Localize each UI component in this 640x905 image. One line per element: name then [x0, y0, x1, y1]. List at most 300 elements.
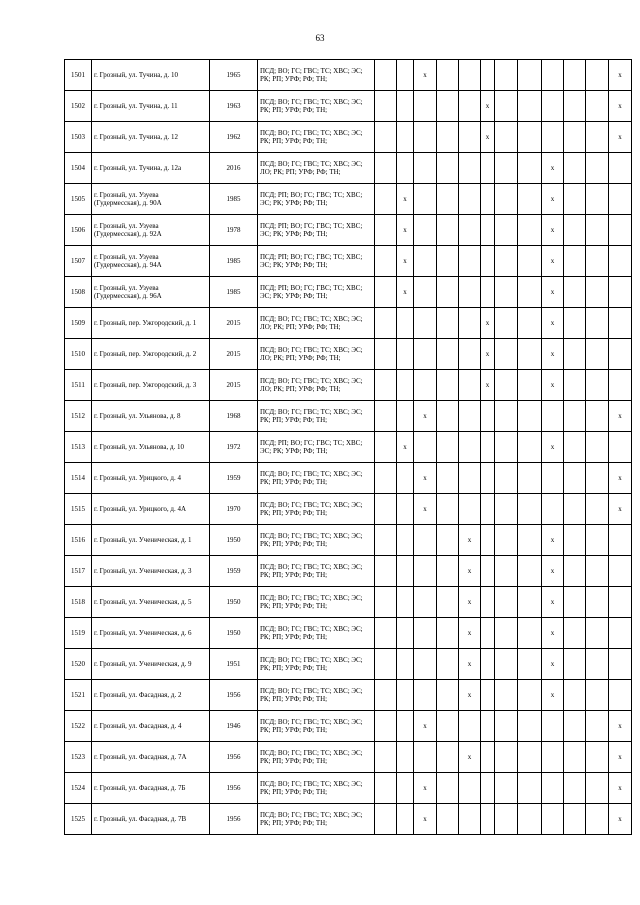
mark-cell-4 — [437, 587, 459, 618]
mark-cell-5 — [459, 308, 481, 339]
address-cell: г. Грозный, ул. Тучина, д. 12а — [92, 153, 210, 184]
mark-cell-7 — [495, 184, 518, 215]
table-row — [65, 122, 632, 153]
mark-cell-10 — [564, 680, 586, 711]
mark-cell-3 — [414, 742, 437, 773]
mark-cell-10 — [564, 153, 586, 184]
mark-cell-1 — [375, 804, 397, 835]
works-list-cell: ПСД; ВО; ГС; ГВС; ТС; ХВС; ЭС; РК; РП; УРФ; РФ; ТН; — [258, 556, 375, 587]
mark-cell-6 — [481, 401, 495, 432]
mark-cell-3 — [414, 277, 437, 308]
mark-cell-4 — [437, 401, 459, 432]
address-cell: г. Грозный, ул. Фасадная, д. 7В — [92, 804, 210, 835]
mark-cell-11 — [586, 649, 609, 680]
mark-cell-9 — [542, 742, 564, 773]
mark-cell-1 — [375, 153, 397, 184]
mark-cell-2 — [397, 680, 414, 711]
mark-cell-4 — [437, 432, 459, 463]
mark-cell-12 — [609, 649, 632, 680]
mark-cell-3: x — [414, 60, 437, 91]
build-year-cell: 1965 — [210, 60, 258, 91]
row-number: 1509 — [65, 308, 92, 339]
mark-cell-3 — [414, 308, 437, 339]
mark-cell-11 — [586, 618, 609, 649]
table-row — [65, 339, 632, 370]
mark-cell-12: x — [609, 773, 632, 804]
mark-cell-8 — [518, 494, 542, 525]
mark-cell-1 — [375, 432, 397, 463]
mark-cell-9: x — [542, 215, 564, 246]
address-cell: г. Грозный, ул. Ульянова, д. 10 — [92, 432, 210, 463]
mark-cell-1 — [375, 680, 397, 711]
housing-register-table — [64, 59, 632, 835]
mark-cell-7 — [495, 91, 518, 122]
mark-cell-9 — [542, 91, 564, 122]
mark-cell-8 — [518, 618, 542, 649]
mark-cell-1 — [375, 556, 397, 587]
works-list-cell: ПСД; ВО; ГС; ГВС; ТС; ХВС; ЭС; ЛО; РК; РП; УРФ; РФ; ТН; — [258, 308, 375, 339]
mark-cell-5 — [459, 122, 481, 153]
mark-cell-10 — [564, 401, 586, 432]
mark-cell-6: x — [481, 370, 495, 401]
build-year-cell: 1968 — [210, 401, 258, 432]
address-cell: г. Грозный, ул. Урицкого, д. 4 — [92, 463, 210, 494]
mark-cell-7 — [495, 649, 518, 680]
mark-cell-2 — [397, 525, 414, 556]
build-year-cell: 1950 — [210, 587, 258, 618]
mark-cell-5 — [459, 773, 481, 804]
mark-cell-7 — [495, 432, 518, 463]
works-list-cell: ПСД; ВО; ГС; ГВС; ТС; ХВС; ЭС; РК; РП; УРФ; РФ; ТН; — [258, 773, 375, 804]
works-list-cell: ПСД; ВО; ГС; ГВС; ТС; ХВС; ЭС; РК; РП; УРФ; РФ; ТН; — [258, 618, 375, 649]
mark-cell-9 — [542, 122, 564, 153]
mark-cell-12: x — [609, 60, 632, 91]
table-row — [65, 432, 632, 463]
mark-cell-12: x — [609, 91, 632, 122]
table-row — [65, 246, 632, 277]
mark-cell-4 — [437, 711, 459, 742]
mark-cell-4 — [437, 91, 459, 122]
mark-cell-11 — [586, 246, 609, 277]
mark-cell-4 — [437, 153, 459, 184]
mark-cell-7 — [495, 804, 518, 835]
address-cell: г. Грозный, ул. Фасадная, д. 7А — [92, 742, 210, 773]
works-list-cell: ПСД; ВО; ГС; ГВС; ТС; ХВС; ЭС; РК; РП; УРФ; РФ; ТН; — [258, 91, 375, 122]
row-number: 1518 — [65, 587, 92, 618]
table-row — [65, 184, 632, 215]
mark-cell-6 — [481, 215, 495, 246]
mark-cell-8 — [518, 122, 542, 153]
works-list-cell: ПСД; ВО; ГС; ГВС; ТС; ХВС; ЭС; РК; РП; УРФ; РФ; ТН; — [258, 401, 375, 432]
mark-cell-4 — [437, 246, 459, 277]
works-list-cell: ПСД; ВО; ГС; ГВС; ТС; ХВС; ЭС; РК; РП; УРФ; РФ; ТН; — [258, 122, 375, 153]
mark-cell-9: x — [542, 680, 564, 711]
build-year-cell: 1956 — [210, 804, 258, 835]
mark-cell-9 — [542, 804, 564, 835]
address-cell: г. Грозный, ул. Урицкого, д. 4А — [92, 494, 210, 525]
mark-cell-11 — [586, 215, 609, 246]
row-number: 1517 — [65, 556, 92, 587]
mark-cell-10 — [564, 711, 586, 742]
address-cell: г. Грозный, ул. Тучина, д. 10 — [92, 60, 210, 91]
mark-cell-4 — [437, 370, 459, 401]
mark-cell-11 — [586, 184, 609, 215]
row-number: 1508 — [65, 277, 92, 308]
works-list-cell: ПСД; ВО; ГС; ГВС; ТС; ХВС; ЭС; РК; РП; УРФ; РФ; ТН; — [258, 525, 375, 556]
mark-cell-12 — [609, 215, 632, 246]
mark-cell-12: x — [609, 401, 632, 432]
table-row — [65, 525, 632, 556]
table-row — [65, 277, 632, 308]
mark-cell-7 — [495, 587, 518, 618]
mark-cell-11 — [586, 804, 609, 835]
mark-cell-3 — [414, 525, 437, 556]
mark-cell-1 — [375, 339, 397, 370]
mark-cell-3 — [414, 587, 437, 618]
mark-cell-4 — [437, 618, 459, 649]
mark-cell-8 — [518, 339, 542, 370]
address-cell: г. Грозный, ул. Ученическая, д. 3 — [92, 556, 210, 587]
mark-cell-7 — [495, 742, 518, 773]
table-row — [65, 587, 632, 618]
mark-cell-9 — [542, 773, 564, 804]
mark-cell-12: x — [609, 711, 632, 742]
mark-cell-11 — [586, 277, 609, 308]
row-number: 1516 — [65, 525, 92, 556]
mark-cell-9 — [542, 463, 564, 494]
address-cell: г. Грозный, ул. Тучина, д. 11 — [92, 91, 210, 122]
mark-cell-8 — [518, 184, 542, 215]
table-row — [65, 463, 632, 494]
works-list-cell: ПСД; ВО; ГС; ГВС; ТС; ХВС; ЭС; РК; РП; УРФ; РФ; ТН; — [258, 587, 375, 618]
mark-cell-5: x — [459, 742, 481, 773]
mark-cell-4 — [437, 525, 459, 556]
mark-cell-1 — [375, 401, 397, 432]
mark-cell-8 — [518, 60, 542, 91]
mark-cell-1 — [375, 122, 397, 153]
table-row — [65, 60, 632, 91]
row-number: 1524 — [65, 773, 92, 804]
mark-cell-12: x — [609, 122, 632, 153]
address-cell: г. Грозный, ул. Ученическая, д. 1 — [92, 525, 210, 556]
address-cell: г. Грозный, ул. Узуева (Гудермесская), д. 96А — [92, 277, 210, 308]
mark-cell-3: x — [414, 804, 437, 835]
mark-cell-7 — [495, 525, 518, 556]
row-number: 1523 — [65, 742, 92, 773]
works-list-cell: ПСД; РП; ВО; ГС; ГВС; ТС; ХВС; ЭС; РК; УРФ; РФ; ТН; — [258, 215, 375, 246]
address-cell: г. Грозный, ул. Ученическая, д. 5 — [92, 587, 210, 618]
build-year-cell: 1956 — [210, 773, 258, 804]
mark-cell-6 — [481, 277, 495, 308]
mark-cell-7 — [495, 494, 518, 525]
build-year-cell: 1959 — [210, 556, 258, 587]
mark-cell-10 — [564, 525, 586, 556]
mark-cell-9 — [542, 711, 564, 742]
mark-cell-12 — [609, 618, 632, 649]
build-year-cell: 2015 — [210, 339, 258, 370]
mark-cell-2 — [397, 339, 414, 370]
mark-cell-10 — [564, 60, 586, 91]
works-list-cell: ПСД; ВО; ГС; ГВС; ТС; ХВС; ЭС; РК; РП; УРФ; РФ; ТН; — [258, 711, 375, 742]
mark-cell-7 — [495, 711, 518, 742]
mark-cell-6: x — [481, 122, 495, 153]
mark-cell-12 — [609, 432, 632, 463]
mark-cell-2: x — [397, 246, 414, 277]
mark-cell-1 — [375, 463, 397, 494]
mark-cell-7 — [495, 308, 518, 339]
mark-cell-9: x — [542, 277, 564, 308]
address-cell: г. Грозный, ул. Ученическая, д. 9 — [92, 649, 210, 680]
mark-cell-3 — [414, 370, 437, 401]
mark-cell-11 — [586, 525, 609, 556]
build-year-cell: 1951 — [210, 649, 258, 680]
mark-cell-10 — [564, 215, 586, 246]
build-year-cell: 1950 — [210, 618, 258, 649]
mark-cell-4 — [437, 773, 459, 804]
address-cell: г. Грозный, пер. Ужгородский, д. 1 — [92, 308, 210, 339]
mark-cell-9 — [542, 60, 564, 91]
mark-cell-8 — [518, 91, 542, 122]
mark-cell-6 — [481, 246, 495, 277]
mark-cell-11 — [586, 60, 609, 91]
mark-cell-9: x — [542, 153, 564, 184]
mark-cell-9: x — [542, 339, 564, 370]
mark-cell-10 — [564, 587, 586, 618]
mark-cell-9: x — [542, 184, 564, 215]
mark-cell-6 — [481, 711, 495, 742]
mark-cell-4 — [437, 60, 459, 91]
mark-cell-1 — [375, 184, 397, 215]
address-cell: г. Грозный, ул. Фасадная, д. 4 — [92, 711, 210, 742]
mark-cell-10 — [564, 184, 586, 215]
mark-cell-4 — [437, 277, 459, 308]
mark-cell-5 — [459, 153, 481, 184]
mark-cell-8 — [518, 215, 542, 246]
address-cell: г. Грозный, пер. Ужгородский, д. 2 — [92, 339, 210, 370]
mark-cell-8 — [518, 742, 542, 773]
mark-cell-2: x — [397, 184, 414, 215]
row-number: 1522 — [65, 711, 92, 742]
mark-cell-1 — [375, 494, 397, 525]
build-year-cell: 1946 — [210, 711, 258, 742]
row-number: 1503 — [65, 122, 92, 153]
row-number: 1512 — [65, 401, 92, 432]
mark-cell-6 — [481, 742, 495, 773]
mark-cell-8 — [518, 401, 542, 432]
mark-cell-6 — [481, 494, 495, 525]
address-cell: г. Грозный, ул. Узуева (Гудермесская), д. 90А — [92, 184, 210, 215]
mark-cell-10 — [564, 246, 586, 277]
mark-cell-2: x — [397, 277, 414, 308]
works-list-cell: ПСД; ВО; ГС; ГВС; ТС; ХВС; ЭС; ЛО; РК; РП; УРФ; РФ; ТН; — [258, 370, 375, 401]
mark-cell-11 — [586, 401, 609, 432]
mark-cell-6: x — [481, 308, 495, 339]
mark-cell-2 — [397, 556, 414, 587]
table-row — [65, 401, 632, 432]
table-row — [65, 680, 632, 711]
mark-cell-3 — [414, 556, 437, 587]
row-number: 1507 — [65, 246, 92, 277]
mark-cell-8 — [518, 649, 542, 680]
works-list-cell: ПСД; ВО; ГС; ГВС; ТС; ХВС; ЭС; РК; РП; УРФ; РФ; ТН; — [258, 804, 375, 835]
address-cell: г. Грозный, ул. Ульянова, д. 8 — [92, 401, 210, 432]
mark-cell-7 — [495, 122, 518, 153]
mark-cell-12 — [609, 680, 632, 711]
mark-cell-10 — [564, 122, 586, 153]
address-cell: г. Грозный, ул. Фасадная, д. 7Б — [92, 773, 210, 804]
works-list-cell: ПСД; ВО; ГС; ГВС; ТС; ХВС; ЭС; РК; РП; УРФ; РФ; ТН; — [258, 680, 375, 711]
mark-cell-10 — [564, 277, 586, 308]
mark-cell-12 — [609, 556, 632, 587]
mark-cell-11 — [586, 91, 609, 122]
mark-cell-5 — [459, 370, 481, 401]
mark-cell-10 — [564, 370, 586, 401]
mark-cell-12 — [609, 339, 632, 370]
address-cell: г. Грозный, ул. Ученическая, д. 6 — [92, 618, 210, 649]
mark-cell-4 — [437, 556, 459, 587]
mark-cell-1 — [375, 308, 397, 339]
mark-cell-10 — [564, 742, 586, 773]
table-row — [65, 494, 632, 525]
row-number: 1505 — [65, 184, 92, 215]
mark-cell-5 — [459, 246, 481, 277]
mark-cell-3: x — [414, 494, 437, 525]
mark-cell-10 — [564, 804, 586, 835]
mark-cell-11 — [586, 432, 609, 463]
table-row — [65, 308, 632, 339]
mark-cell-6 — [481, 525, 495, 556]
mark-cell-6: x — [481, 91, 495, 122]
mark-cell-7 — [495, 618, 518, 649]
mark-cell-8 — [518, 370, 542, 401]
mark-cell-4 — [437, 463, 459, 494]
mark-cell-6 — [481, 649, 495, 680]
mark-cell-8 — [518, 711, 542, 742]
mark-cell-5 — [459, 432, 481, 463]
row-number: 1504 — [65, 153, 92, 184]
mark-cell-10 — [564, 339, 586, 370]
mark-cell-7 — [495, 370, 518, 401]
row-number: 1515 — [65, 494, 92, 525]
build-year-cell: 1956 — [210, 680, 258, 711]
mark-cell-8 — [518, 463, 542, 494]
mark-cell-2 — [397, 122, 414, 153]
mark-cell-12 — [609, 277, 632, 308]
mark-cell-8 — [518, 680, 542, 711]
build-year-cell: 1956 — [210, 742, 258, 773]
mark-cell-4 — [437, 339, 459, 370]
works-list-cell: ПСД; ВО; ГС; ГВС; ТС; ХВС; ЭС; ЛО; РК; РП; УРФ; РФ; ТН; — [258, 339, 375, 370]
mark-cell-12 — [609, 308, 632, 339]
mark-cell-5: x — [459, 556, 481, 587]
mark-cell-5: x — [459, 680, 481, 711]
table-row — [65, 370, 632, 401]
mark-cell-4 — [437, 122, 459, 153]
mark-cell-5 — [459, 804, 481, 835]
mark-cell-8 — [518, 804, 542, 835]
mark-cell-9: x — [542, 649, 564, 680]
table-row — [65, 711, 632, 742]
works-list-cell: ПСД; ВО; ГС; ГВС; ТС; ХВС; ЭС; РК; РП; УРФ; РФ; ТН; — [258, 494, 375, 525]
mark-cell-7 — [495, 401, 518, 432]
mark-cell-5 — [459, 463, 481, 494]
table-row — [65, 556, 632, 587]
mark-cell-2 — [397, 804, 414, 835]
mark-cell-1 — [375, 60, 397, 91]
mark-cell-9: x — [542, 556, 564, 587]
mark-cell-6 — [481, 432, 495, 463]
table-row — [65, 649, 632, 680]
mark-cell-11 — [586, 122, 609, 153]
mark-cell-9: x — [542, 246, 564, 277]
mark-cell-6: x — [481, 339, 495, 370]
address-cell: г. Грозный, ул. Тучина, д. 12 — [92, 122, 210, 153]
mark-cell-1 — [375, 618, 397, 649]
mark-cell-9: x — [542, 618, 564, 649]
build-year-cell: 1985 — [210, 277, 258, 308]
mark-cell-11 — [586, 153, 609, 184]
mark-cell-6 — [481, 184, 495, 215]
mark-cell-8 — [518, 432, 542, 463]
mark-cell-3: x — [414, 711, 437, 742]
table-row — [65, 618, 632, 649]
mark-cell-3: x — [414, 773, 437, 804]
row-number: 1513 — [65, 432, 92, 463]
mark-cell-10 — [564, 494, 586, 525]
mark-cell-8 — [518, 153, 542, 184]
mark-cell-3 — [414, 246, 437, 277]
mark-cell-7 — [495, 773, 518, 804]
mark-cell-5 — [459, 401, 481, 432]
mark-cell-4 — [437, 308, 459, 339]
mark-cell-10 — [564, 432, 586, 463]
mark-cell-7 — [495, 215, 518, 246]
table-row — [65, 215, 632, 246]
row-number: 1521 — [65, 680, 92, 711]
address-cell: г. Грозный, пер. Ужгородский, д. 3 — [92, 370, 210, 401]
mark-cell-5 — [459, 339, 481, 370]
build-year-cell: 1962 — [210, 122, 258, 153]
mark-cell-1 — [375, 525, 397, 556]
mark-cell-7 — [495, 339, 518, 370]
mark-cell-12 — [609, 525, 632, 556]
mark-cell-12: x — [609, 742, 632, 773]
mark-cell-2 — [397, 91, 414, 122]
mark-cell-3: x — [414, 463, 437, 494]
works-list-cell: ПСД; ВО; ГС; ГВС; ТС; ХВС; ЭС; ЛО; РК; РП; УРФ; РФ; ТН; — [258, 153, 375, 184]
mark-cell-9: x — [542, 587, 564, 618]
table-row — [65, 773, 632, 804]
mark-cell-5 — [459, 60, 481, 91]
row-number: 1519 — [65, 618, 92, 649]
mark-cell-4 — [437, 184, 459, 215]
mark-cell-4 — [437, 215, 459, 246]
mark-cell-12 — [609, 184, 632, 215]
mark-cell-2 — [397, 463, 414, 494]
mark-cell-2 — [397, 308, 414, 339]
mark-cell-10 — [564, 556, 586, 587]
mark-cell-10 — [564, 91, 586, 122]
mark-cell-1 — [375, 711, 397, 742]
mark-cell-8 — [518, 773, 542, 804]
row-number: 1501 — [65, 60, 92, 91]
mark-cell-5 — [459, 711, 481, 742]
build-year-cell: 1963 — [210, 91, 258, 122]
mark-cell-6 — [481, 773, 495, 804]
mark-cell-9: x — [542, 525, 564, 556]
mark-cell-6 — [481, 804, 495, 835]
mark-cell-4 — [437, 804, 459, 835]
